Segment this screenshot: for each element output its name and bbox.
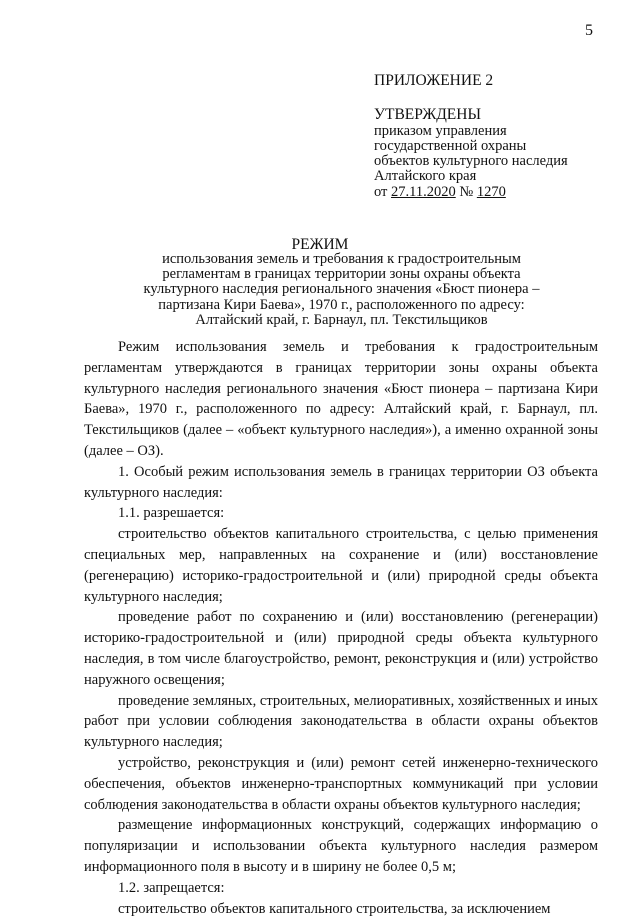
document-title: РЕЖИМ (291, 236, 349, 253)
body-paragraph: 1.2. запрещается: (118, 879, 225, 896)
body-paragraph: устройство, реконструкция и (или) ремонт сетей инженерно-технического обеспечения, объектов инженерно-транспортных коммуникаций при условии соблюдения законодательства в области охраны объектов культурного наследия; (84, 754, 598, 813)
date-prefix: от (374, 184, 392, 200)
document-body (84, 337, 598, 919)
body-paragraph: проведение работ по сохранению и (или) восстановлению (регенерации) историко-градостроительной и (или) природной среды объекта культурного наследия, в том числе благоустройство, ремонт, реконструкция и (или) устройство наружного освещения; (84, 609, 598, 688)
number-sign: № (455, 184, 477, 200)
approval-line: Алтайского края (374, 168, 477, 184)
appendix-heading: ПРИЛОЖЕНИЕ 2 (374, 72, 494, 89)
approval-block (374, 106, 568, 200)
order-number: 1270 (476, 184, 506, 200)
body-paragraph: строительство объектов капитального строительства, за исключением (118, 900, 551, 917)
document-subtitle: использования земель и требования к градостроительным регламентам в границах территории зоны охраны объекта культурного наследия регионального значения «Бюст пионера – партизана Кири Баева», 1970 г., расположенного по адресу: Алтайский край, г. Барнаул, пл. Текстильщиков (143, 251, 540, 328)
order-date-line (374, 184, 568, 200)
body-paragraph: размещение информационных конструкций, содержащих информацию о популяризации и использовании объекта культурного наследия размером информационного поля в высоту и в ширину не более 0,5 м; (84, 817, 598, 875)
approval-line: объектов культурного наследия (374, 153, 568, 169)
body-paragraph: Режим использования земель и требования к градостроительным регламентам утверждаются в границах территории зоны охраны объекта культурного наследия регионального значения «Бюст пионера – партизана Кири Баева», 1970 г., расположенного по адресу: Алтайский край, г. Барнаул, пл. Текстильщиков (далее – «объект культурного наследия»), а именно охранной зоны (далее – ОЗ). (84, 339, 598, 459)
approved-heading: УТВЕРЖДЕНЫ (374, 106, 481, 123)
body-paragraph: проведение земляных, строительных, мелиоративных, хозяйственных и иных работ при условии соблюдения законодательства в области охраны объектов культурного наследия; (84, 692, 598, 751)
body-paragraph: 1.1. разрешается: (118, 505, 225, 522)
page-number: 5 (585, 22, 593, 39)
body-paragraph: 1. Особый режим использования земель в границах территории ОЗ объекта культурного наследия: (84, 463, 598, 501)
approval-line: приказом управления (374, 123, 507, 139)
approval-line: государственной охраны (374, 138, 527, 154)
order-date: 27.11.2020 (391, 184, 456, 200)
body-paragraph: строительство объектов капитального строительства, с целью применения специальных мер, направленных на сохранение и (или) восстановление (регенерацию) историко-градостроительной и (или) природной среды объекта культурного наследия; (84, 526, 598, 605)
